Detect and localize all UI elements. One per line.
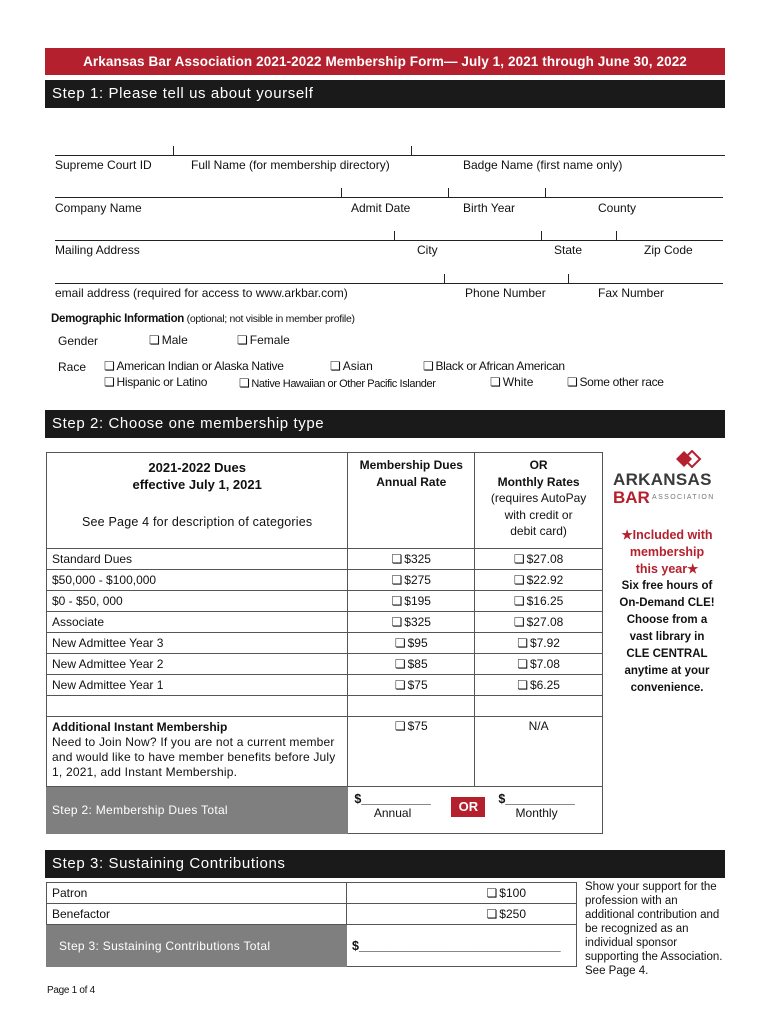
sustaining-total-row <box>47 925 577 967</box>
dues-header-row <box>47 453 603 549</box>
dues-total-fields <box>348 787 603 834</box>
dues-total-row <box>47 787 603 834</box>
dues-category: $50,000 - $100,000 <box>47 570 348 591</box>
annual-checkbox[interactable]: ❏ $75 <box>395 678 428 692</box>
table-row <box>47 654 603 675</box>
contribution-option[interactable] <box>347 883 577 904</box>
dues-header-monthly <box>475 453 603 549</box>
logo-bar: BAR <box>613 488 650 507</box>
race-white-checkbox[interactable]: ❏ White <box>490 375 533 389</box>
step2-header: Step 2: Choose one membership type <box>45 410 725 438</box>
monthly-header-or: OR <box>529 458 548 472</box>
monthly-option[interactable] <box>475 633 603 654</box>
email-label: email address (required for access to www.arkbar.com) <box>55 286 348 300</box>
phone-label: Phone Number <box>465 286 546 300</box>
dues-category: New Admittee Year 3 <box>47 633 348 654</box>
logo-association: ASSOCIATION <box>652 494 715 501</box>
dues-table <box>46 452 603 834</box>
monthly-header-note1: (requires AutoPay <box>490 491 587 505</box>
birth-year-field[interactable] <box>450 184 544 198</box>
annual-checkbox[interactable]: ❏ $95 <box>395 636 428 650</box>
sidebar-highlight1: ★Included with <box>621 528 713 542</box>
monthly-total-label: Monthly <box>515 806 558 820</box>
admit-date-field[interactable] <box>343 184 447 198</box>
table-row <box>47 570 603 591</box>
state-label: State <box>554 243 583 257</box>
monthly-checkbox[interactable]: ❏ $7.08 <box>517 657 560 671</box>
monthly-option[interactable] <box>475 612 603 633</box>
monthly-total-field[interactable] <box>498 792 574 820</box>
arkansas-bar-logo <box>612 450 717 510</box>
instant-membership-title: Additional Instant Membership <box>52 720 228 734</box>
race-black-checkbox[interactable]: ❏ Black or African American <box>423 359 565 373</box>
city-field[interactable] <box>396 227 540 241</box>
mailing-address-label: Mailing Address <box>55 243 140 257</box>
county-label: County <box>598 201 637 215</box>
contribution-name: Benefactor <box>47 904 347 925</box>
instant-annual-option[interactable] <box>348 717 475 787</box>
monthly-checkbox[interactable]: ❏ $27.08 <box>514 552 563 566</box>
page-number: Page 1 of 4 <box>47 985 95 996</box>
sidebar-line: CLE CENTRAL <box>626 648 708 660</box>
gender-male-checkbox[interactable]: ❏ Male <box>149 333 188 347</box>
phone-field[interactable] <box>446 270 567 284</box>
annual-option[interactable] <box>348 633 475 654</box>
divider <box>394 231 395 241</box>
sidebar-highlight3: this year★ <box>635 562 699 576</box>
annual-total-label: Annual <box>373 806 412 820</box>
monthly-total-blank[interactable]: $__________ <box>498 792 575 806</box>
spacer-row <box>47 696 603 717</box>
mailing-address-field[interactable] <box>55 227 393 241</box>
zip-code-label: Zip Code <box>644 243 693 257</box>
table-row <box>47 591 603 612</box>
demographic-title: Demographic Information <box>51 313 185 325</box>
fax-label: Fax Number <box>598 286 665 300</box>
annual-checkbox[interactable]: ❏ $325 <box>392 615 431 629</box>
divider <box>444 274 445 284</box>
race-other-checkbox[interactable]: ❏ Some other race <box>567 375 664 389</box>
divider <box>341 188 342 198</box>
county-field[interactable] <box>547 184 723 198</box>
dues-year-title: 2021-2022 Dues <box>148 460 246 475</box>
benefactor-checkbox[interactable]: ❏ $250 <box>487 907 526 921</box>
sustaining-side-text: Show your support for the profession with an additional contribution and be recognized as an individual sponsor supporting the Association. See Page 4. <box>585 881 723 977</box>
dues-categories-note: See Page 4 for description of categories <box>81 515 313 529</box>
dues-category: Standard Dues <box>47 549 348 570</box>
supreme-court-id-field[interactable] <box>55 142 172 156</box>
state-field[interactable] <box>543 227 615 241</box>
monthly-checkbox[interactable]: ❏ $27.08 <box>514 615 563 629</box>
race-label: Race <box>58 360 87 374</box>
divider <box>173 146 174 156</box>
dues-category: $0 - $50, 000 <box>47 591 348 612</box>
monthly-header-title: Monthly Rates <box>497 474 580 489</box>
divider <box>411 146 412 156</box>
birth-year-label: Birth Year <box>463 201 516 215</box>
monthly-checkbox[interactable]: ❏ $16.25 <box>514 594 563 608</box>
divider <box>568 274 569 284</box>
city-label: City <box>417 243 438 257</box>
company-label: Company Name <box>55 201 142 215</box>
sidebar-line: convenience. <box>630 682 704 694</box>
zip-code-field[interactable] <box>618 227 723 241</box>
or-badge: OR <box>451 797 485 817</box>
instant-annual-checkbox[interactable]: ❏ $75 <box>395 719 428 733</box>
email-field[interactable] <box>55 270 443 284</box>
annual-checkbox[interactable]: ❏ $325 <box>392 552 431 566</box>
instant-membership-text: Need to Join Now? If you are not a current member and would like to have member benefits before July 1, 2021, add Instant Membership. <box>52 735 336 779</box>
divider <box>545 188 546 198</box>
dues-category: Associate <box>47 612 348 633</box>
monthly-checkbox[interactable]: ❏ $6.25 <box>517 678 560 692</box>
annual-option[interactable] <box>348 549 475 570</box>
sustaining-table <box>46 882 577 967</box>
annual-header-line1: Membership Dues <box>359 458 463 472</box>
table-row <box>47 612 603 633</box>
divider <box>541 231 542 241</box>
admit-date-label: Admit Date <box>351 201 411 215</box>
company-field[interactable] <box>55 184 340 198</box>
sidebar-line: Choose from a <box>626 614 708 626</box>
full-name-field[interactable] <box>175 142 410 156</box>
monthly-checkbox[interactable]: ❏ $22.92 <box>514 573 563 587</box>
patron-checkbox[interactable]: ❏ $100 <box>487 886 526 900</box>
annual-checkbox[interactable]: ❏ $195 <box>392 594 431 608</box>
sidebar-line: Six free hours of <box>621 580 713 592</box>
logo-arkansas: ARKANSAS <box>613 470 712 489</box>
instant-membership-cell <box>47 717 348 787</box>
supreme-court-id-label: Supreme Court ID <box>55 158 152 172</box>
gender-label: Gender <box>58 334 99 348</box>
step1-header: Step 1: Please tell us about yourself <box>45 80 725 108</box>
cle-sidebar <box>607 527 727 697</box>
sidebar-line: vast library in <box>629 631 705 643</box>
form-title-banner: Arkansas Bar Association 2021-2022 Membership Form— July 1, 2021 through June 30, 2022 <box>45 48 725 75</box>
dues-category: New Admittee Year 2 <box>47 654 348 675</box>
race-hispanic-checkbox[interactable]: ❏ Hispanic or Latino <box>104 375 207 389</box>
full-name-label: Full Name (for membership directory) <box>191 158 390 172</box>
annual-option[interactable] <box>348 654 475 675</box>
gender-female-checkbox[interactable]: ❏ Female <box>237 333 290 347</box>
table-row <box>47 675 603 696</box>
annual-option[interactable] <box>348 675 475 696</box>
race-native-hawaiian-checkbox[interactable]: ❏ Native Hawaiian or Other Pacific Islander <box>239 376 436 390</box>
dues-header-category <box>47 453 348 549</box>
annual-checkbox[interactable]: ❏ $275 <box>392 573 431 587</box>
monthly-header-note3: debit card) <box>510 524 567 538</box>
annual-checkbox[interactable]: ❏ $85 <box>395 657 428 671</box>
sidebar-line: On-Demand CLE! <box>619 597 715 609</box>
annual-total-field[interactable] <box>354 792 430 820</box>
demographic-heading <box>51 313 355 325</box>
table-row <box>47 633 603 654</box>
annual-option[interactable] <box>348 591 475 612</box>
monthly-option[interactable] <box>475 591 603 612</box>
step3-header: Step 3: Sustaining Contributions <box>45 850 725 878</box>
demographic-note: (optional; not visible in member profile) <box>184 313 355 325</box>
badge-name-field[interactable] <box>413 142 725 156</box>
table-row <box>47 904 577 925</box>
monthly-option[interactable] <box>475 654 603 675</box>
contribution-option[interactable] <box>347 904 577 925</box>
race-asian-checkbox[interactable]: ❏ Asian <box>330 359 373 373</box>
annual-option[interactable] <box>348 570 475 591</box>
dues-category: New Admittee Year 1 <box>47 675 348 696</box>
monthly-checkbox[interactable]: ❏ $7.92 <box>517 636 560 650</box>
table-row <box>47 549 603 570</box>
fax-field[interactable] <box>570 270 723 284</box>
annual-total-blank[interactable]: $__________ <box>354 792 431 806</box>
annual-header-line2: Annual Rate <box>376 475 447 489</box>
diamond-logo-icon <box>674 450 704 468</box>
monthly-option[interactable] <box>475 549 603 570</box>
monthly-option[interactable] <box>475 675 603 696</box>
badge-name-label: Badge Name (first name only) <box>463 158 623 172</box>
annual-option[interactable] <box>348 612 475 633</box>
divider <box>448 188 449 198</box>
divider <box>616 231 617 241</box>
dues-header-annual <box>348 453 475 549</box>
sidebar-line: anytime at your <box>624 665 710 677</box>
instant-membership-row <box>47 717 603 787</box>
contribution-name: Patron <box>47 883 347 904</box>
race-american-indian-checkbox[interactable]: ❏ American Indian or Alaska Native <box>104 359 284 373</box>
dues-total-label: Step 2: Membership Dues Total <box>47 787 348 834</box>
sidebar-highlight2: membership <box>629 545 705 559</box>
monthly-option[interactable] <box>475 570 603 591</box>
sustaining-total-field[interactable]: $_____________________________ <box>347 925 577 967</box>
table-row <box>47 883 577 904</box>
monthly-header-note2: with credit or <box>504 507 573 522</box>
instant-monthly-value: N/A <box>475 717 603 787</box>
dues-effective-date: effective July 1, 2021 <box>132 477 262 492</box>
sustaining-total-label: Step 3: Sustaining Contributions Total <box>47 925 347 967</box>
